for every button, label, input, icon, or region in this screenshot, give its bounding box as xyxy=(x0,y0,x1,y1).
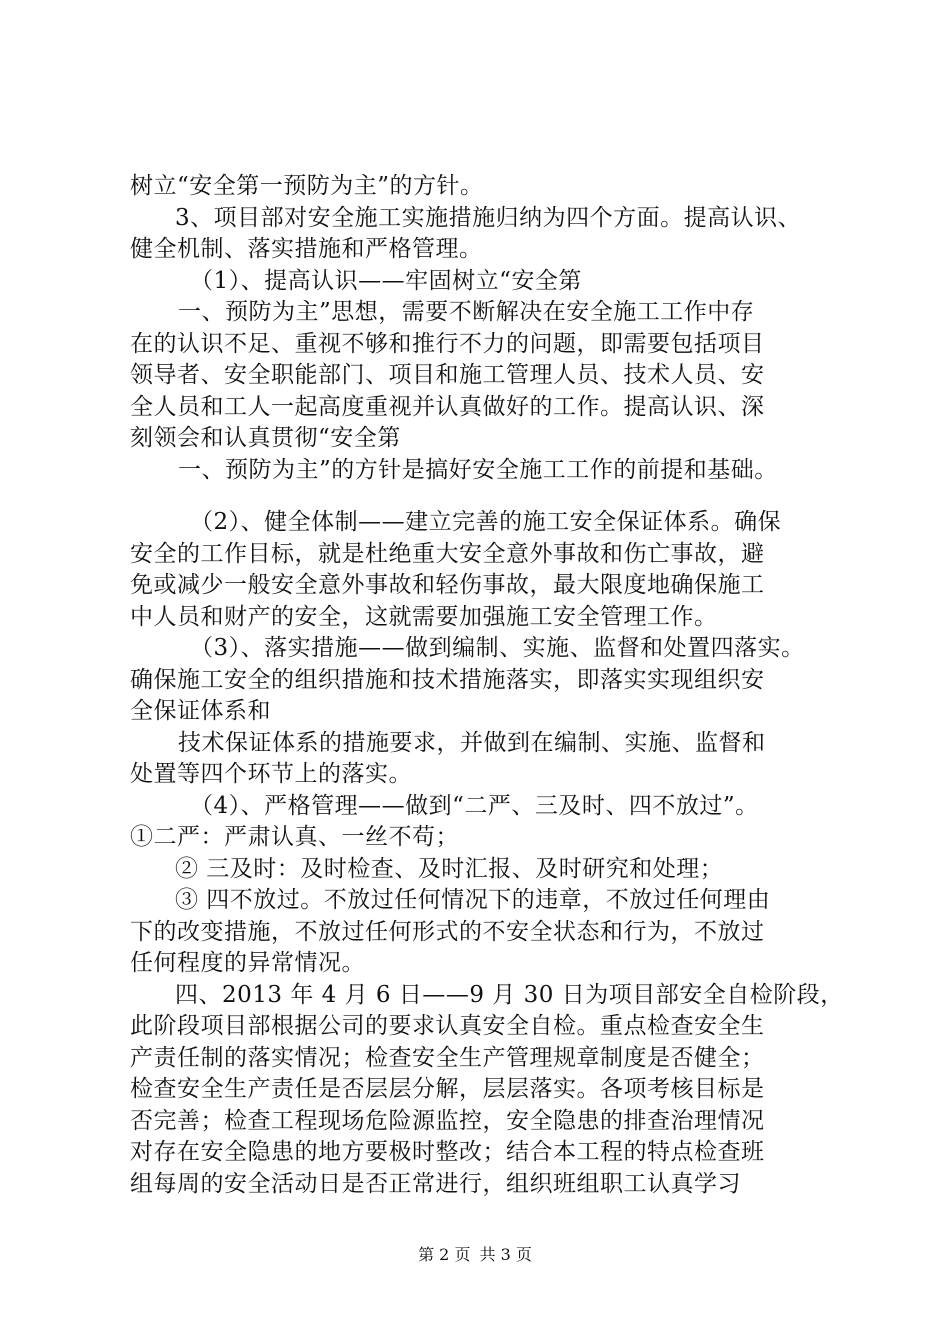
text-line: 在的认识不足、重视不够和推行不力的问题，即需要包括项目 xyxy=(130,330,765,357)
text-line: 领导者、安全职能部门、项目和施工管理人员、技术人员、安 xyxy=(130,362,765,388)
text-line: 确保施工安全的组织措施和技术措施落实，即落实实现组织安 xyxy=(130,666,765,693)
text-line: 刻领会和认真贯彻“安全第 xyxy=(130,425,401,451)
text-line: 任何程度的异常情况。 xyxy=(130,950,365,976)
page-total: 共 3 页 xyxy=(479,1245,532,1264)
text-line: 下的改变措施，不放过任何形式的不安全状态和行为，不放过 xyxy=(130,918,765,945)
text-line: 四、2013 年 4 月 6 日——9 月 30 日为项目部安全自检阶段， xyxy=(175,981,844,1008)
text-line: （4）、严格管理——做到“二严、三及时、四不放过”。 xyxy=(190,792,759,819)
text-line: 免或减少一般安全意外事故和轻伤事故，最大限度地确保施工 xyxy=(130,572,765,598)
text-line: ③ 四不放过。不放过任何情况下的违章，不放过任何理由 xyxy=(175,887,771,913)
page-number: 第 2 页 xyxy=(418,1245,471,1264)
text-line: 全保证体系和 xyxy=(130,698,271,724)
text-line: 全人员和工人一起高度重视并认真做好的工作。提高认识、深 xyxy=(130,393,765,420)
text-line: ② 三及时：及时检查、及时汇报、及时研究和处理； xyxy=(175,855,724,882)
text-line: 3、项目部对安全施工实施措施归纳为四个方面。提高认识、 xyxy=(175,204,802,231)
text-line: 一、预防为主”的方针是搞好安全施工工作的前提和基础。 xyxy=(178,456,778,483)
text-line: 健全机制、落实措施和严格管理。 xyxy=(130,236,483,262)
page-footer xyxy=(0,1245,950,1265)
text-line: 树立“安全第一预防为主”的方针。 xyxy=(130,173,484,199)
text-line: 中人员和财产的安全，这就需要加强施工安全管理工作。 xyxy=(130,603,718,630)
text-line: （2）、健全体制——建立完善的施工安全保证体系。确保 xyxy=(190,509,782,535)
text-line: 安全的工作目标，就是杜绝重大安全意外事故和伤亡事故，避 xyxy=(130,540,765,567)
text-line: （1）、提高认识——牢固树立“安全第 xyxy=(190,267,582,294)
text-line: （3）、落实措施——做到编制、实施、监督和处置四落实。 xyxy=(190,635,805,661)
text-line: 对存在安全隐患的地方要极时整改；结合本工程的特点检查班 xyxy=(130,1139,765,1165)
text-line: 否完善；检查工程现场危险源监控，安全隐患的排查治理情况 xyxy=(130,1107,765,1134)
text-line: 处置等四个环节上的落实。 xyxy=(130,761,412,787)
text-line: 检查安全生产责任是否层层分解，层层落实。各项考核目标是 xyxy=(130,1076,765,1102)
text-line: 产责任制的落实情况；检查安全生产管理规章制度是否健全； xyxy=(130,1044,765,1071)
text-line: 一、预防为主”思想，需要不断解决在安全施工工作中存 xyxy=(178,299,755,325)
text-line: 组每周的安全活动日是否正常进行，组织班组职工认真学习 xyxy=(130,1170,741,1197)
text-line: 技术保证体系的措施要求，并做到在编制、实施、监督和 xyxy=(178,729,766,756)
paragraph-gap xyxy=(130,486,858,507)
text-line: ①二严：严肃认真、一丝不苟； xyxy=(130,824,459,850)
document-body xyxy=(130,171,858,1200)
text-line: 此阶段项目部根据公司的要求认真安全自检。重点检查安全生 xyxy=(130,1013,765,1039)
